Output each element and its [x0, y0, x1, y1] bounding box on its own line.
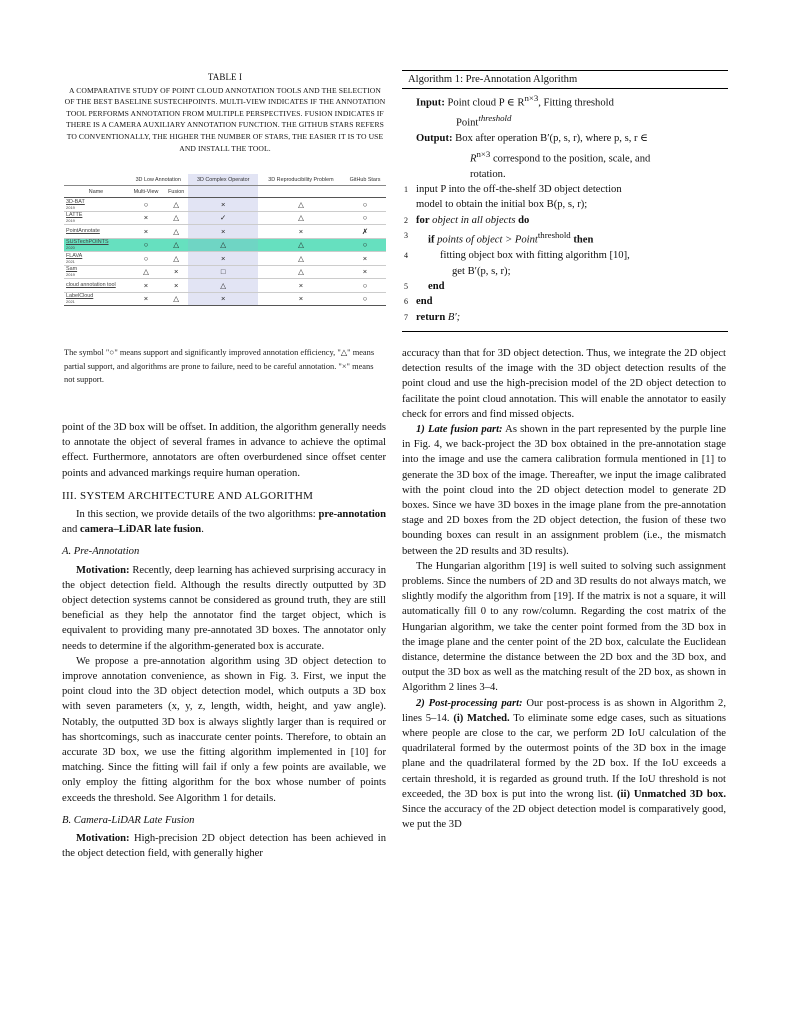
comparison-table [64, 174, 386, 306]
table-cell [164, 265, 188, 279]
col-header-fusion: Fusion [164, 186, 188, 198]
paragraph: We propose a pre-annotation algorithm using 3D object detection to improve annotation convenience, as shown in Fig. 3. First, we input the point cloud into the 3D object detection model, which outputs a 3D box with seven parameters (x, y, z, length, width, height, and yaw angle). Notably, the outputted 3D box is always slightly larger than is required or has shortcomings, such as inaccurate center points. Therefore, to obtain an accurate 3D box, we use the fitting algorithm implemented in [10] for matching. Since the fitting will fail if only a few points are available, we only employ the fitting algorithm for the box whose number of points exceeds the threshold. See Algorithm 1 for details. [62, 655, 386, 804]
support-symbol: △ [298, 240, 304, 250]
paragraph: accuracy than that for 3D object detection. Thus, we integrate the 2D object detection results of the image with the 3D object detection results of the point cloud and use the high-precision model of the 2D object detection to facilitate the point cloud annotation. This will enable the annotator to easily check for errors and find missed objects. [402, 348, 726, 420]
tool-name: PointAnnotate [64, 225, 128, 239]
algorithm-input: Input: Point cloud P ∈ $R^{n\times 3}$, Fitting threshold Point$^{threshold}$ [416, 93, 614, 129]
support-symbol: △ [298, 253, 304, 263]
support-symbol: △ [173, 199, 180, 209]
table-cell [344, 279, 386, 293]
table-cell [164, 211, 188, 225]
algo-line: 5 end [404, 281, 445, 292]
algorithm-lines [402, 182, 728, 325]
support-symbol: × [143, 226, 149, 236]
support-symbol: △ [298, 213, 304, 223]
algo-line: 3 if points of object > Point$^{threshold}$ then [404, 230, 594, 246]
table-cell [258, 198, 344, 212]
section-heading: III. SYSTEM ARCHITECTURE AND ALGORITHM [62, 489, 314, 502]
table-cell [344, 265, 386, 279]
table-cell [164, 252, 188, 266]
table-caption-text: A COMPARATIVE STUDY OF POINT CLOUD ANNOTATION TOOLS AND THE SELECTION OF THE BEST BASELINE SUSTECHPOINTS. MULTI-VIEW INDICATES IF THE ANNOTATION TOOL PERFORMS ANNOTATION FROM MULTIPLE PERSPECTIVES. FUSION INDICATES IF THERE IS A CAMERA AUXILIARY ANNOTATION FUNCTION. THE GITHUB STARS REFERS TO CONVENTIONALLY, THE HIGHER THE NUMBER OF STARS, THE EASIER IT IS TO USE AND INSTALL THE TOOL. [64, 85, 386, 153]
table-cell [128, 211, 164, 225]
algo-line: 4 fitting object box with fitting algorithm [10], [404, 250, 630, 262]
support-symbol: × [298, 226, 304, 236]
table-cell [258, 238, 344, 252]
algorithm-title: Algorithm 1: Pre-Annotation Algorithm [402, 70, 728, 89]
table-cell [258, 265, 344, 279]
support-symbol: ✓ [220, 213, 227, 223]
paragraph: In this section, we provide details of the two algorithms: pre-annotation and camera–LiDAR late fusion. [62, 509, 386, 536]
support-symbol: △ [143, 267, 149, 277]
support-symbol: × [362, 267, 368, 277]
algo-line: 7 return B′; [404, 311, 461, 323]
paragraph: 2) Post-processing part: Our post-process is as shown in Algorithm 2, lines 5–14. (i) Matched. To eliminate some edge cases, such as situations where people are close to the car, we perform 2D IoU calculation of the quadrilateral formed by the outermost points of the 3D box in the image plane and the quadrilateral formed by the 2D box. If the IoU exceeds a certain threshold, it is regarded as ground truth. If the IoU threshold is not exceeded, the 3D box is put into the wrong list. (ii) Unmatched 3D box. Since the accuracy of the 2D object detection model is comparatively good, we put the 3D [402, 697, 727, 831]
paragraph: The Hungarian algorithm [19] is well suited to solving such assignment problems. Since the numbers of 2D and 3D results do not always match, we slightly modify the algorithm from [19]. If the matrix is not a square, it will automatically fill 0 to any row/column. Regarding the cost matrix of the Hungarian algorithm, we take the center point formed from the 3D box in the image plane and the center point of the 2D box, calculate the Euclidean distance, determine the distance between the 2D box and the 3D box, and output the 3D box as well as the matching result of the 2D box, as shown in Algorithm 2 lines 3–4. [402, 560, 726, 694]
support-symbol: ✗ [361, 226, 369, 236]
paragraph: point of the 3D box will be offset. In addition, the algorithm generally needs to annotate the object of several frames in advance to achieve the optimal effect. Furthermore, annotators are often overburdened since offset center points and advanced markings require human operation. [62, 422, 386, 479]
support-symbol: ○ [143, 240, 149, 250]
table-cell [188, 211, 258, 225]
support-symbol: ○ [362, 213, 368, 223]
table-cell [188, 252, 258, 266]
table-cell [258, 225, 344, 239]
table-cell [344, 292, 386, 306]
table-cell [188, 265, 258, 279]
table-row [64, 252, 386, 266]
support-symbol: × [220, 199, 226, 209]
right-column [402, 346, 726, 833]
group-header-github-stars: GitHub Stars [344, 174, 386, 186]
group-header-low-annotation: 3D Low Annotation [128, 174, 188, 186]
support-symbol: ○ [362, 280, 368, 290]
table-cell [188, 238, 258, 252]
tool-name: LATTE 2019 [64, 211, 128, 225]
left-column [62, 420, 386, 861]
paragraph: Motivation: High-precision 2D object detection has been achieved in the object detection field, with generally higher [62, 833, 386, 860]
table-cell [164, 238, 188, 252]
group-header-complex-operator: 3D Complex Operator [188, 174, 258, 186]
support-symbol: △ [173, 253, 180, 263]
algorithm-output: Output: Box after operation B′(p, s, r), where p, s, r ∈ $R^{n\times 3}$ correspond to the position, scale, and rotation. [416, 133, 651, 180]
tool-name: LabelCloud 2021 [64, 292, 128, 306]
table-cell [258, 292, 344, 306]
support-symbol: ○ [143, 199, 149, 209]
support-symbol: × [143, 213, 149, 223]
table-row [64, 265, 386, 279]
support-symbol: × [220, 226, 226, 236]
table-row [64, 225, 386, 239]
support-symbol: × [220, 294, 226, 304]
support-symbol: △ [173, 226, 180, 236]
table-cell [344, 198, 386, 212]
support-symbol: △ [173, 294, 180, 304]
table-row [64, 211, 386, 225]
table-row [64, 198, 386, 212]
table-cell [164, 292, 188, 306]
support-symbol: ○ [143, 253, 149, 263]
support-symbol: △ [220, 280, 227, 290]
table-row [64, 279, 386, 293]
support-symbol: × [298, 294, 304, 304]
algo-line: 2 for object in all objects do [404, 214, 530, 226]
tool-name: 3D-BAT 2019 [64, 198, 128, 212]
algo-indent-bar [0, 0, 791, 60]
table-cell [344, 225, 386, 239]
table-cell [188, 198, 258, 212]
table-cell [164, 225, 188, 239]
table-cell [128, 265, 164, 279]
support-symbol: × [143, 294, 149, 304]
support-symbol: △ [298, 199, 304, 209]
support-symbol: ○ [362, 199, 368, 209]
support-symbol: × [173, 280, 179, 290]
table-note: The symbol "○" means support and significantly improved annotation efficiency, "△" means partial support, and algorithms are prone to failure, need to be careful annotation. "×" means not support. [64, 348, 375, 384]
table-cell [258, 252, 344, 266]
support-symbol: △ [173, 213, 180, 223]
table-cell [344, 211, 386, 225]
table-cell [188, 292, 258, 306]
tool-name: SUSTechPOINTS 2020 [64, 238, 128, 252]
tool-name: FLAVA 2021 [64, 252, 128, 266]
table-cell [164, 198, 188, 212]
support-symbol: △ [298, 267, 304, 277]
paragraph: Motivation: Recently, deep learning has achieved surprising accuracy in the object detection field. Although the results directly outputted by 3D object detection systems cannot be considered as ground truth, they are still beneficial as they help the annotator find the target object, which is equivalent to providing many pre-annotated 3D boxes. The annotator only needs to determine if the algorithm-generated box is accurate. [62, 564, 386, 652]
support-symbol: × [298, 280, 304, 290]
tool-name: Sam 2019 [64, 265, 128, 279]
table-cell [164, 279, 188, 293]
support-symbol: × [173, 267, 179, 277]
support-symbol: × [220, 253, 226, 263]
table-row [64, 292, 386, 306]
table-cell [128, 238, 164, 252]
algo-line: 6 end [404, 296, 433, 308]
support-symbol: ○ [362, 240, 368, 250]
col-header-name: Name [64, 186, 128, 198]
table-cell [188, 225, 258, 239]
table-cell [188, 279, 258, 293]
table-cell [344, 238, 386, 252]
support-symbol: △ [173, 240, 180, 250]
support-symbol: × [362, 253, 368, 263]
table-row [64, 238, 386, 252]
algo-line: 1 input P into the off-the-shelf 3D object detection [404, 184, 622, 196]
table-cell [344, 252, 386, 266]
col-header-multi-view: Multi-View [128, 186, 164, 198]
support-symbol: ○ [362, 294, 368, 304]
algorithm-box [402, 70, 728, 332]
table-number: TABLE I [207, 72, 243, 82]
table-cell [128, 252, 164, 266]
table-caption [64, 72, 386, 154]
table-cell [258, 211, 344, 225]
table-cell [128, 198, 164, 212]
support-symbol: × [143, 280, 149, 290]
tool-name: cloud annotation tool [64, 279, 128, 293]
support-symbol: □ [220, 267, 226, 277]
table-cell [128, 279, 164, 293]
paragraph: 1) Late fusion part: As shown in the part represented by the purple line in Fig. 4, we back-project the 3D box obtained in the pre-annotation stage into the image and use the camera calibration formula mentioned in [1] to generate the 3D box of the image. Thereafter, we input the image calibrated with the point cloud into the 2D object detection model to generate 2D boxes. Since we have 3D boxes in the image plane from the pre-annotation stage and 2D boxes from the 2D object detection, the fusion of these two bounding boxes can result in an assignment problem (i.e., the mismatch between the 2D results and 3D results). [402, 424, 727, 557]
group-header-reproducibility: 3D Reproducibility Problem [258, 174, 344, 186]
table-cell [258, 279, 344, 293]
table-cell [128, 225, 164, 239]
table-cell [128, 292, 164, 306]
algo-line: get B′(p, s, r); [452, 265, 511, 277]
subsection-heading: B. Camera-LiDAR Late Fusion [62, 814, 195, 826]
subsection-heading: A. Pre-Annotation [62, 546, 140, 558]
algo-line: model to obtain the initial box B(p, s, r); [416, 199, 588, 211]
support-symbol: △ [220, 240, 227, 250]
